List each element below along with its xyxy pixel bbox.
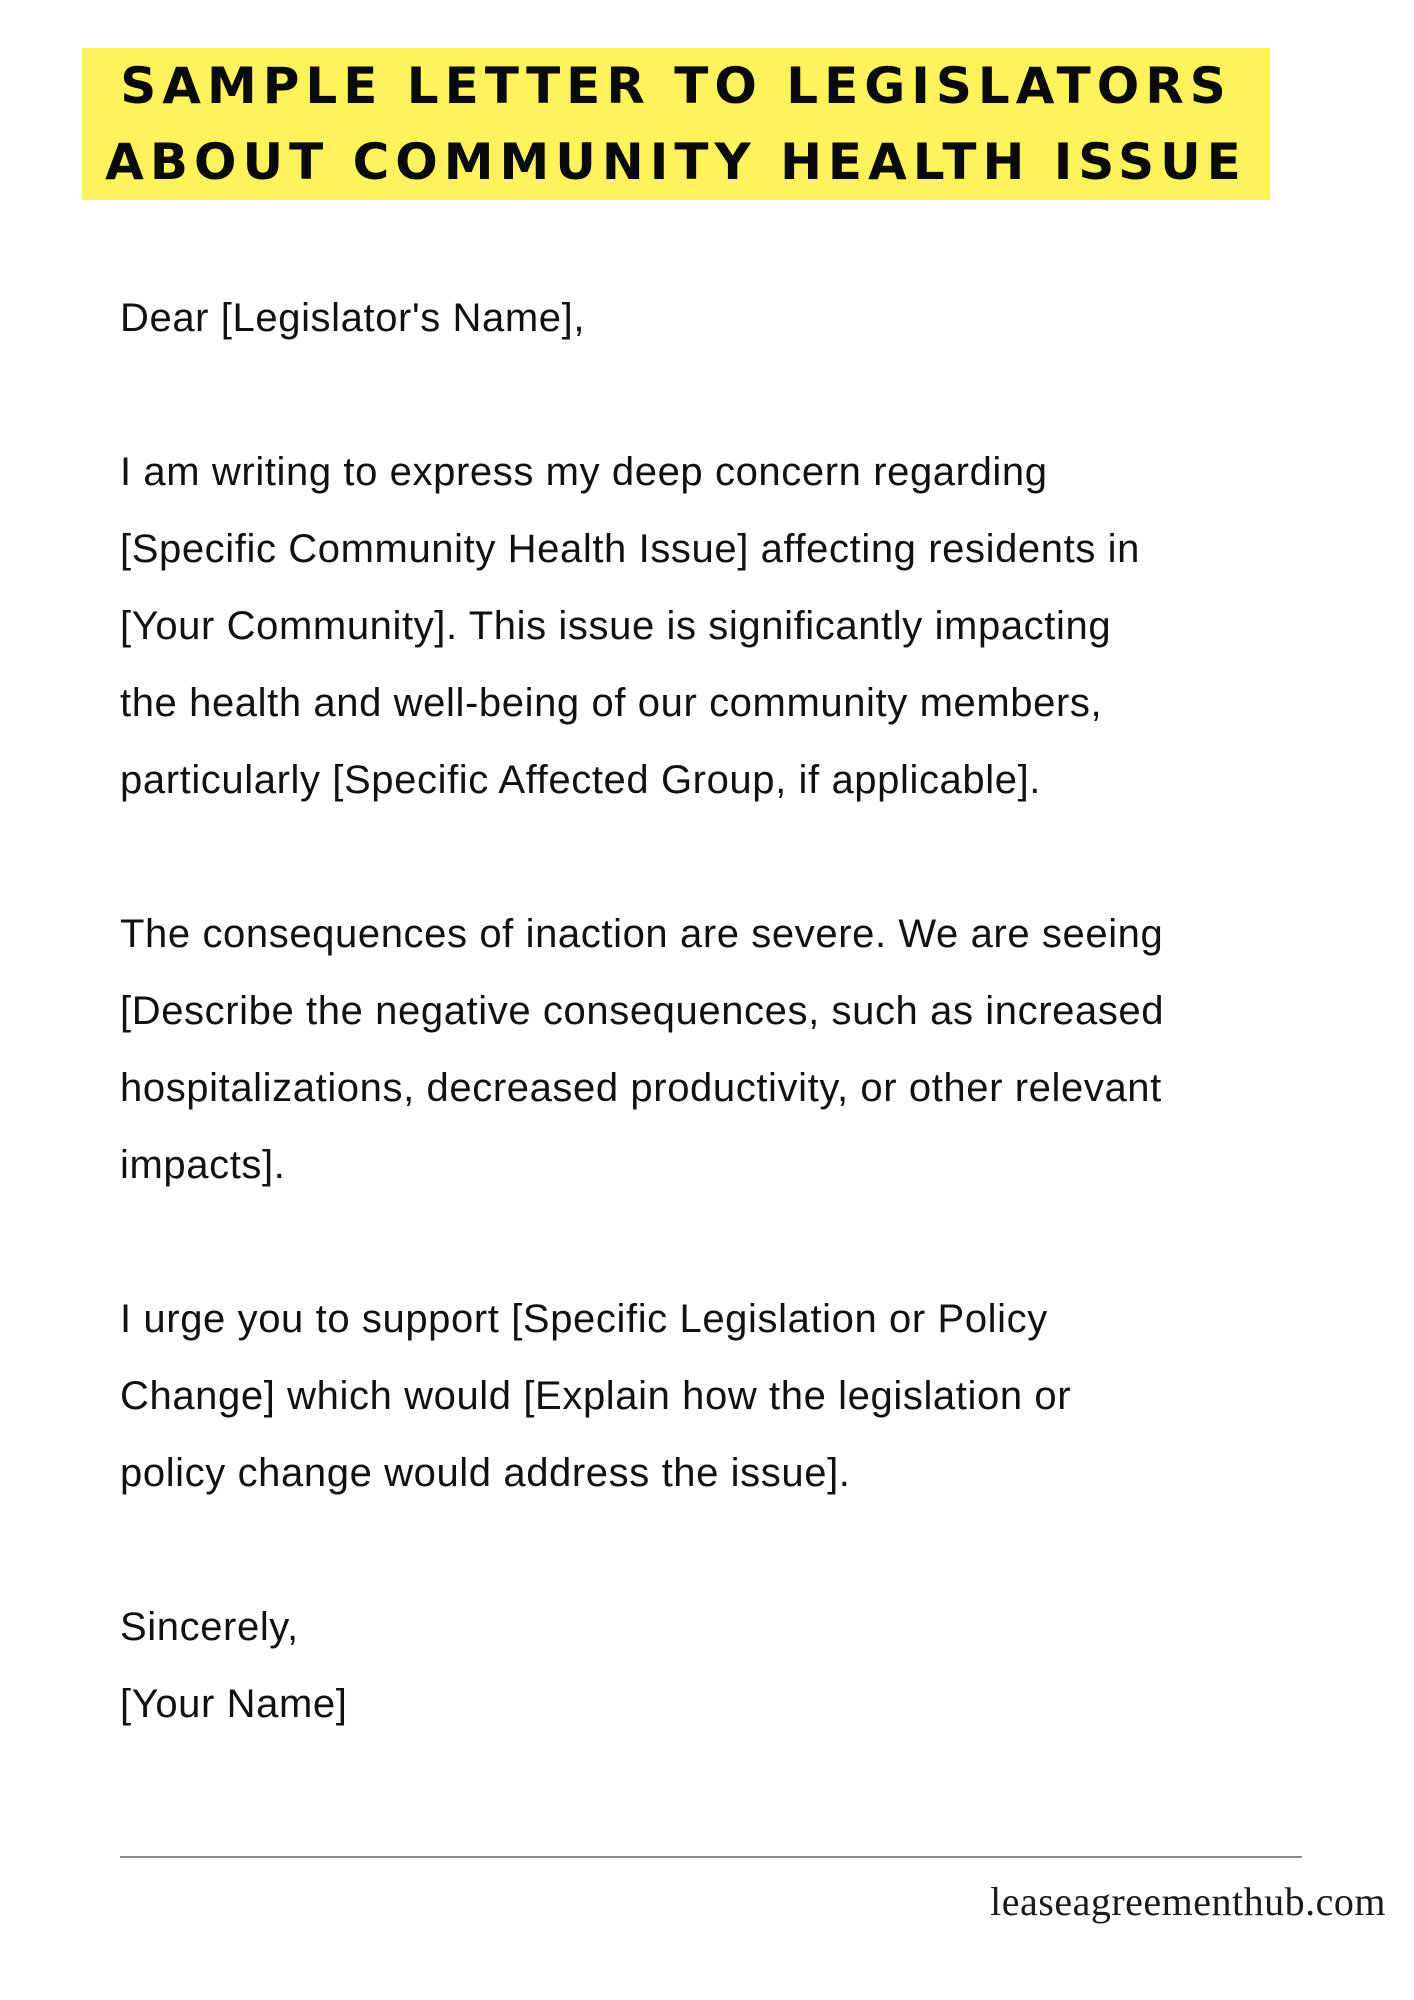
letter-body <box>120 280 1370 1743</box>
paragraph-concern: I am writing to express my deep concern regarding [Specific Community Health Issue] affecting residents in [Your Community]. This issue is significantly impacting the health and well-being of our community members, particularly [Specific Affected Group, if applicable]. <box>120 450 1140 802</box>
title-line-1: SAMPLE LETTER TO LEGISLATORS <box>82 48 1270 124</box>
paragraph-request: I urge you to support [Specific Legislation or Policy Change] which would [Explain how the legislation or policy change would address the issue]. <box>120 1297 1072 1495</box>
paragraph-consequences: The consequences of inaction are severe. We are seeing [Describe the negative consequences, such as increased hospitalizations, decreased productivity, or other relevant impacts]. <box>120 912 1165 1187</box>
document-title <box>82 48 1270 200</box>
footer-divider <box>120 1856 1302 1858</box>
title-line-2: ABOUT COMMUNITY HEALTH ISSUE <box>82 124 1270 200</box>
closing: Sincerely, <box>120 1605 299 1649</box>
signature: [Your Name] <box>120 1682 348 1726</box>
footer-website: leaseagreementhub.com <box>990 1879 1386 1924</box>
salutation: Dear [Legislator's Name], <box>120 296 586 340</box>
